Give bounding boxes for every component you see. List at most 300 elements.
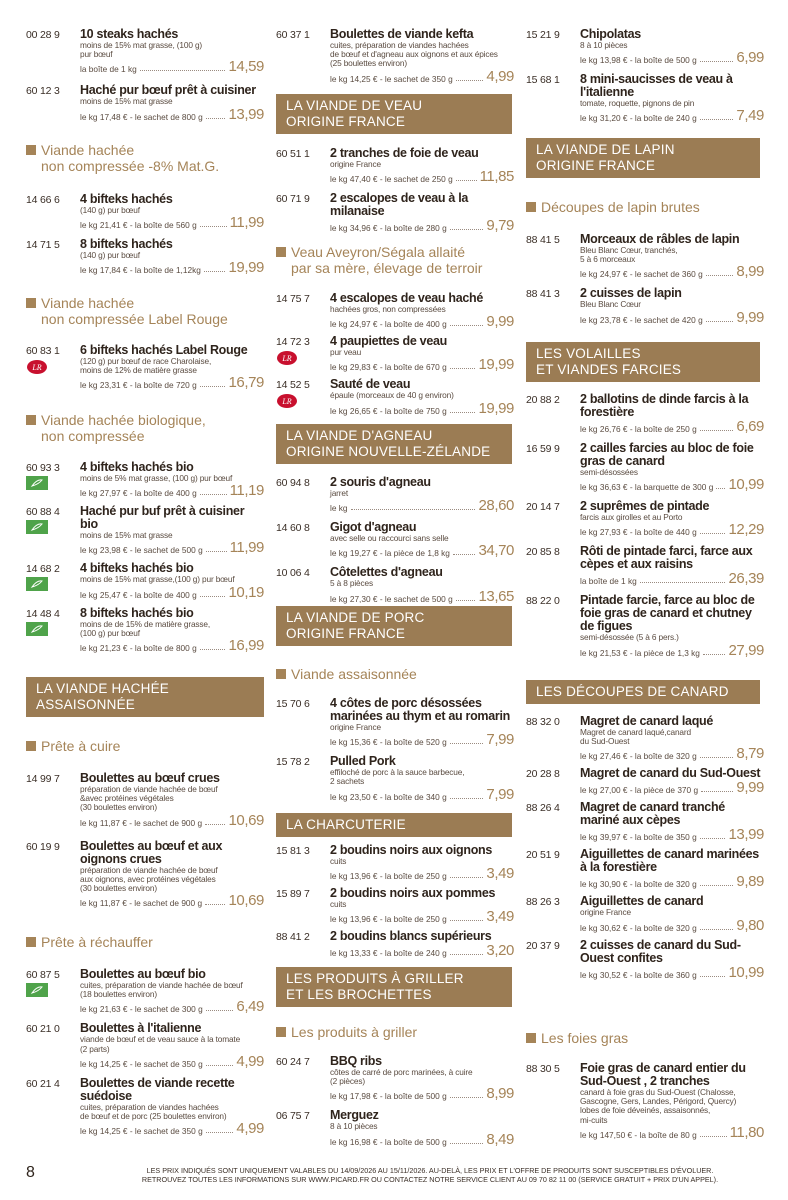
product-price: 10,99: [728, 476, 764, 494]
product-code-wrap: [526, 233, 580, 279]
dot-leader: [700, 838, 726, 839]
product-code-wrap: [276, 755, 330, 801]
unit-price: le kg 13,96 € - la boîte de 250 g: [330, 871, 447, 882]
product-price-line: [330, 866, 514, 881]
subheading-text: Prête à réchauffer: [41, 934, 153, 950]
product-code: 88 32 0: [526, 716, 560, 728]
product-name: Côtelettes d'agneau: [330, 565, 443, 580]
product-item: [526, 28, 764, 65]
product-price: 9,99: [486, 313, 514, 331]
label-rouge-icon: [276, 350, 298, 364]
product-code-wrap: [26, 968, 80, 1014]
product-code: 88 41 2: [276, 931, 310, 944]
product-code-wrap: [26, 344, 80, 390]
unit-price: le kg 17,84 € - la boîte de 1,12kg: [80, 265, 201, 276]
product-code: 60 83 1: [26, 345, 60, 357]
dot-leader: [701, 791, 733, 792]
product-item: [26, 193, 264, 230]
product-price: 8,79: [736, 745, 764, 763]
product-item: [276, 1055, 514, 1101]
product-item: [26, 968, 264, 1014]
product-item: [276, 28, 514, 84]
product-code-wrap: [526, 848, 580, 889]
product-body: [80, 193, 264, 230]
product-price-line: [80, 999, 264, 1014]
product-item: [526, 233, 764, 279]
unit-price: le kg 14,25 € - le sachet de 350 g: [330, 73, 453, 84]
product-price-line: [580, 264, 764, 279]
dot-leader: [700, 533, 726, 534]
dot-leader: [450, 325, 484, 326]
product-description: de bœuf et de porc (25 boulettes environ): [80, 1111, 227, 1122]
product-body: [580, 500, 764, 537]
dot-leader: [450, 1143, 484, 1144]
product-name: 2 boudins noirs aux pommes: [330, 886, 496, 901]
product-description: &avec protéines végétales: [80, 793, 174, 804]
product-item: [526, 500, 764, 537]
product-name: 10 steaks hachés: [80, 27, 179, 41]
product-description: Bleu Blanc Cœur: [580, 299, 641, 310]
product-code-wrap: [276, 887, 330, 924]
product-description: viande de bœuf et de veau sauce à la tomate: [80, 1034, 241, 1045]
product-item: [26, 840, 264, 909]
product-item: [276, 476, 514, 513]
product-name: Aiguillettes de canard: [580, 894, 704, 909]
band-line2: ASSAISONNÉE: [36, 697, 135, 712]
product-price: 10,69: [228, 811, 264, 829]
product-code: 20 51 9: [526, 849, 560, 862]
product-price-line: [80, 585, 264, 600]
product-description: moins de 15% mat grasse: [80, 530, 173, 541]
product-body: [580, 895, 764, 932]
square-bullet-icon: [526, 1033, 536, 1043]
product-body: [80, 344, 264, 390]
product-body: [330, 887, 514, 924]
product-price-line: [80, 1054, 264, 1069]
product-code-wrap: [526, 287, 580, 324]
dot-leader: [450, 877, 484, 878]
dot-leader: [200, 494, 227, 495]
unit-price: le kg 31,20 € - la boîte de 240 g: [580, 113, 697, 124]
product-body: [580, 545, 764, 586]
subheading-line2: non compressée Label Rouge: [41, 311, 228, 327]
product-description: (140 g) pur bœuf: [80, 205, 140, 215]
product-code: 15 70 6: [276, 698, 310, 710]
product-body: [330, 28, 514, 84]
unit-price: le kg 27,46 € - la boîte de 320 g: [580, 751, 697, 762]
unit-price: le kg 23,98 € - le sachet de 500 g: [80, 545, 203, 556]
product-code-wrap: [276, 697, 330, 747]
band-line1: LES DÉCOUPES DE CANARD: [536, 684, 729, 699]
product-price-line: [330, 314, 514, 329]
product-name: Sauté de veau: [330, 377, 411, 392]
dot-leader: [450, 954, 484, 955]
section-band-lapin: [526, 138, 760, 178]
product-price-line: [580, 643, 764, 658]
product-item: [26, 28, 264, 74]
unit-price: le kg 23,50 € - la boîte de 340 g: [330, 791, 447, 802]
product-item: [276, 147, 514, 184]
product-price-line: [80, 540, 264, 555]
product-code-wrap: [276, 147, 330, 184]
section-band-porc: [276, 606, 512, 646]
product-name: 2 cuisses de canard du Sud-Ouest confites: [580, 937, 741, 965]
footer-line2: RETROUVEZ TOUTES LES INFORMATIONS SUR WWW.PICARD.FR OU CONTACTEZ NOTRE SERVICE CLIENT AU 09 70 82 11 00 (SERVICE GRATUIT + PRIX D'UN APPEL).: [141, 1175, 719, 1184]
unit-price: le kg 30,62 € - la boîte de 320 g: [580, 922, 697, 933]
product-item: [276, 192, 514, 233]
product-price-line: [330, 787, 514, 802]
product-description: cuits: [330, 856, 347, 866]
subheading-veau-aveyron: [276, 244, 514, 276]
product-item: [276, 292, 514, 329]
product-item: [26, 505, 264, 555]
organic-label-icon: [26, 983, 48, 997]
product-code-wrap: [526, 801, 580, 842]
product-code-wrap: [526, 545, 580, 586]
unit-price: le kg 39,97 € - la boîte de 350 g: [580, 832, 697, 843]
product-item: [526, 801, 764, 842]
product-description: tomate, roquette, pignons de pin: [580, 98, 695, 109]
product-code: 60 94 8: [276, 477, 310, 489]
dot-leader: [206, 551, 227, 552]
product-name: 2 cailles farcies au bloc de foie gras de canard: [580, 441, 754, 468]
dot-leader: [200, 226, 227, 227]
subheading-viande-assaisonnee: [276, 666, 514, 682]
product-item: [526, 767, 764, 795]
product-body: [330, 476, 514, 513]
product-description: cuits: [330, 899, 347, 910]
product-description: (100 g) pur bœuf: [80, 627, 140, 638]
product-name: Haché pur bœuf prêt à cuisiner: [80, 83, 256, 98]
product-code: 20 14 7: [526, 501, 560, 514]
product-body: [580, 287, 764, 324]
product-code-wrap: [526, 73, 580, 123]
dot-leader: [450, 412, 476, 413]
product-code-wrap: [276, 378, 330, 415]
dot-leader: [706, 275, 734, 276]
subheading-viande-hachee: [26, 142, 264, 174]
product-code-wrap: [26, 28, 80, 74]
product-description: effiloché de porc à la sauce barbecue,: [330, 767, 465, 778]
product-price: 3,20: [486, 942, 514, 960]
unit-price: le kg 13,96 € - la boîte de 250 g: [330, 914, 447, 925]
product-body: [330, 292, 514, 329]
organic-label-icon: [26, 520, 48, 534]
product-code-wrap: [26, 840, 80, 909]
product-name: Pintade farcie, farce au bloc de foie gras de canard et chutney de figues: [580, 593, 755, 634]
section-band-charcuterie: [276, 813, 512, 837]
product-price: 9,79: [486, 217, 514, 235]
product-name: 2 ballotins de dinde farcis à la forestière: [580, 392, 749, 419]
product-code: 60 24 7: [276, 1056, 310, 1068]
product-price: 19,99: [478, 356, 514, 374]
product-description: semi-désossée (5 à 6 pers.): [580, 632, 679, 643]
unit-price: le kg 21,63 € - le sachet de 300 g: [80, 1004, 203, 1015]
product-item: [526, 895, 764, 932]
product-code-wrap: [526, 393, 580, 434]
product-price-line: [580, 477, 764, 492]
product-price: 11,99: [229, 214, 264, 232]
section-band-griller: [276, 967, 512, 1007]
unit-price: le kg 27,00 € - la pièce de 370 g: [580, 785, 699, 796]
product-code-wrap: [526, 715, 580, 761]
product-name: 4 bifteks hachés bio: [80, 460, 194, 474]
product-name: 6 bifteks hachés Label Rouge: [80, 343, 248, 357]
product-name: 2 boudins noirs aux oignons: [330, 843, 493, 857]
product-code-wrap: [276, 844, 330, 881]
product-description: du Sud-Ouest: [580, 736, 630, 747]
product-price: 8,49: [486, 1130, 514, 1148]
product-item: [526, 939, 764, 980]
product-item: [26, 461, 264, 498]
svg-text:LR: LR: [282, 354, 292, 364]
product-price-line: [330, 943, 514, 958]
square-bullet-icon: [276, 669, 286, 679]
unit-price: le kg 25,47 € - la boîte de 400 g: [80, 589, 197, 600]
dot-leader: [456, 600, 476, 601]
unit-price: le kg 30,52 € - la boîte de 360 g: [580, 969, 697, 980]
product-name: 2 tranches de foie de veau: [330, 146, 479, 160]
product-body: [80, 84, 264, 121]
product-code-wrap: [276, 192, 330, 233]
product-body: [580, 1062, 764, 1140]
product-name: Rôti de pintade farci, farce aux cèpes et aux raisins: [580, 544, 753, 572]
dot-leader: [450, 920, 484, 921]
product-item: [526, 287, 764, 324]
product-price-line: [330, 1086, 514, 1101]
product-code: 14 60 8: [276, 522, 310, 535]
product-price-line: [580, 746, 764, 761]
unit-price: le kg 11,87 € - le sachet de 900 g: [80, 898, 203, 909]
product-code: 60 51 1: [276, 148, 310, 160]
dot-leader: [450, 368, 476, 369]
product-item: [26, 607, 264, 653]
product-code-wrap: [276, 1055, 330, 1101]
product-price: 6,99: [736, 49, 764, 67]
product-body: [330, 1109, 514, 1146]
product-code-wrap: [26, 84, 80, 121]
product-code: 20 88 2: [526, 394, 560, 406]
product-body: [80, 772, 264, 828]
square-bullet-icon: [276, 1027, 286, 1037]
unit-price: le kg 11,87 € - le sachet de 900 g: [80, 817, 203, 828]
product-description: (18 boulettes environ): [80, 989, 157, 1000]
product-description: moins de 15% mat grasse,(100 g) pur bœuf: [80, 574, 235, 585]
band-line2: ORIGINE FRANCE: [286, 626, 406, 641]
product-price-line: [330, 357, 514, 372]
footer-legal: [120, 1166, 740, 1184]
subheading-text: Découpes de lapin brutes: [541, 199, 700, 215]
product-description: épaule (morceaux de 40 g environ): [330, 390, 454, 401]
product-item: [26, 238, 264, 275]
product-price: 10,19: [228, 583, 264, 601]
product-price-line: [330, 498, 514, 513]
product-name: 2 cuisses de lapin: [580, 286, 682, 301]
product-description: 8 à 10 pièces: [580, 40, 628, 50]
product-description: moins de 12% de matière grasse: [80, 365, 197, 376]
product-code-wrap: [526, 1062, 580, 1140]
product-code: 20 85 8: [526, 546, 560, 559]
section-band-viande-hachee-assaisonnee: [26, 677, 264, 717]
product-code: 15 68 1: [526, 74, 560, 87]
dot-leader: [205, 904, 225, 905]
organic-label-icon: [26, 577, 48, 591]
dot-leader: [206, 1065, 234, 1066]
product-description: farcis aux girolles et au Porto: [580, 512, 683, 523]
unit-price: le kg 24,97 € - la boîte de 400 g: [330, 319, 447, 330]
product-description: origine France: [330, 159, 381, 169]
product-price: 9,89: [736, 873, 764, 891]
product-code: 88 26 3: [526, 896, 560, 909]
product-code-wrap: [276, 476, 330, 513]
product-code-wrap: [526, 442, 580, 492]
band-line2: ORIGINE NOUVELLE-ZÉLANDE: [286, 444, 491, 459]
product-price-line: [330, 218, 514, 233]
product-code: 88 41 3: [526, 288, 560, 301]
dot-leader: [450, 1097, 484, 1098]
product-price-line: [580, 571, 764, 586]
band-line1: LA VIANDE DE PORC: [286, 610, 425, 625]
product-name: Morceaux de râbles de lapin: [580, 232, 740, 246]
product-code: 14 66 6: [26, 194, 60, 206]
product-body: [80, 840, 264, 909]
product-body: [330, 697, 514, 747]
product-code-wrap: [26, 505, 80, 555]
product-name: Magret de canard du Sud-Ouest: [580, 766, 761, 781]
square-bullet-icon: [26, 298, 36, 308]
product-body: [80, 238, 264, 275]
product-name: 8 bifteks hachés: [80, 237, 173, 252]
product-name: 4 bifteks hachés: [80, 192, 173, 206]
product-price-line: [80, 638, 264, 653]
unit-price: le kg 17,48 € - le sachet de 800 g: [80, 111, 203, 122]
band-line2: ORIGINE FRANCE: [286, 114, 406, 129]
subheading-text: Les produits à griller: [291, 1024, 418, 1040]
product-name: 2 souris d'agneau: [330, 475, 431, 489]
dot-leader: [206, 118, 226, 119]
unit-price: le kg 34,96 € - la boîte de 280 g: [330, 223, 447, 234]
product-price-line: [330, 543, 514, 558]
svg-text:LR: LR: [32, 363, 42, 372]
product-item: [276, 378, 514, 415]
product-code-wrap: [276, 1109, 330, 1146]
dot-leader: [200, 649, 226, 650]
product-price-line: [80, 107, 264, 122]
unit-price: le kg 27,97 € - la boîte de 400 g: [80, 488, 197, 499]
section-band-agneau: [276, 424, 512, 464]
product-description: préparation de viande hachée de bœuf: [80, 864, 218, 875]
product-item: [26, 344, 264, 390]
subheading-text: Viande assaisonnée: [291, 666, 417, 682]
unit-price: le kg 27,30 € - le sachet de 500 g: [330, 593, 453, 604]
product-price: 8,99: [486, 1085, 514, 1103]
product-body: [330, 566, 514, 603]
square-bullet-icon: [26, 937, 36, 947]
product-name: 2 escalopes de veau à la milanaise: [330, 191, 469, 219]
product-name: 2 boudins blancs supérieurs: [330, 929, 492, 944]
product-price-line: [330, 732, 514, 747]
product-name: Pulled Pork: [330, 754, 396, 769]
product-code: 60 87 5: [26, 969, 60, 981]
product-code-wrap: [276, 292, 330, 329]
organic-label-icon: [26, 622, 48, 636]
dot-leader: [700, 430, 734, 431]
product-code: 15 78 2: [276, 756, 310, 769]
product-body: [580, 393, 764, 434]
product-price-line: [80, 1121, 264, 1136]
product-name: Haché pur buf prêt à cuisiner bio: [80, 504, 245, 532]
product-body: [580, 28, 764, 65]
product-name: 4 bifteks hachés bio: [80, 561, 194, 576]
product-price: 13,65: [478, 587, 514, 605]
product-body: [580, 767, 764, 795]
product-price: 4,99: [486, 67, 514, 85]
square-bullet-icon: [526, 202, 536, 212]
product-code: 14 75 7: [276, 293, 310, 305]
unit-price: la boîte de 1 kg: [80, 64, 137, 75]
product-price-line: [330, 169, 514, 184]
product-code: 10 06 4: [276, 567, 310, 580]
product-body: [580, 801, 764, 842]
band-line1: LES VOLAILLES: [536, 346, 641, 361]
product-description: 5 à 8 pièces: [330, 578, 373, 589]
product-price-line: [80, 215, 264, 230]
product-name: Gigot d'agneau: [330, 520, 417, 535]
product-description: pur veau: [330, 347, 362, 358]
product-code: 60 12 3: [26, 85, 60, 98]
unit-price: le kg 29,83 € - la boîte de 670 g: [330, 362, 447, 373]
product-item: [526, 73, 764, 123]
product-price-line: [580, 310, 764, 325]
dot-leader: [140, 70, 226, 71]
product-description: moins de 15% mat grasse: [80, 96, 173, 107]
unit-price: le kg 14,25 € - le sachet de 350 g: [80, 1058, 203, 1069]
product-description: mi-cuits: [580, 1114, 608, 1125]
product-code: 14 48 4: [26, 607, 60, 620]
product-body: [580, 715, 764, 761]
subheading-text: Les foies gras: [541, 1030, 629, 1046]
dot-leader: [640, 582, 726, 583]
band-line1: LES PRODUITS À GRILLER: [286, 971, 464, 986]
product-price: 9,99: [736, 308, 764, 326]
dot-leader: [206, 1010, 234, 1011]
product-name: Magret de canard laqué: [580, 714, 714, 728]
product-description: hachées gros, non compressées: [330, 304, 446, 314]
product-price: 4,99: [236, 1052, 264, 1070]
dot-leader: [456, 180, 477, 181]
product-code-wrap: [26, 607, 80, 653]
product-code: 60 93 3: [26, 462, 60, 474]
product-item: [526, 715, 764, 761]
label-rouge-icon: [276, 393, 298, 407]
unit-price: le kg 26,76 € - la boîte de 250 g: [580, 424, 697, 434]
product-description: 8 à 10 pièces: [330, 1121, 378, 1132]
page-number: 8: [26, 1164, 35, 1181]
subheading-produits-a-griller: [276, 1024, 514, 1040]
product-description: (140 g) pur bœuf: [80, 250, 140, 261]
product-description: moins de de 15% de matière grasse,: [80, 618, 211, 629]
dot-leader: [205, 824, 225, 825]
product-price: 13,99: [228, 105, 264, 123]
subheading-foies-gras: [526, 1030, 764, 1046]
dot-leader: [204, 271, 226, 272]
unit-price: le kg 15,36 € - la boîte de 520 g: [330, 737, 447, 748]
product-name: 4 côtes de porc désossées marinées au thym et au romarin: [330, 696, 510, 723]
product-price-line: [580, 827, 764, 842]
product-name: Magret de canard tranché mariné aux cèpes: [580, 800, 725, 828]
product-code-wrap: [526, 500, 580, 537]
product-description: Bleu Blanc Cœur, tranchés,: [580, 245, 678, 255]
